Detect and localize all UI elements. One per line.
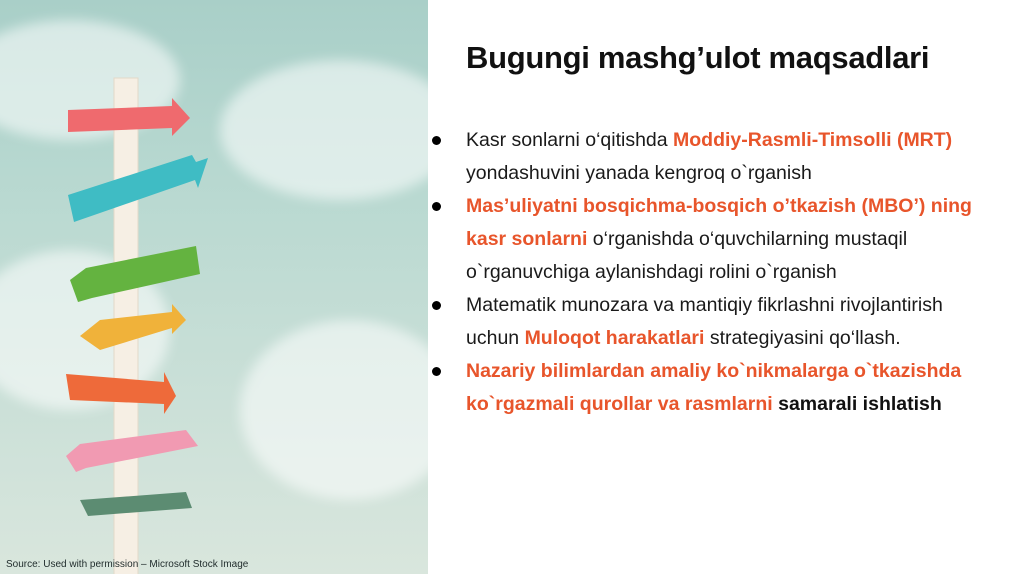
bullet-text: Nazariy bilimlardan amaliy ko`nikmalarga o`tkazishda ko`rgazmali qurollar va rasmlarni (466, 360, 962, 415)
image-source-caption: Source: Used with permission – Microsoft Stock Image (6, 559, 249, 570)
bullet-dot-icon (432, 301, 441, 310)
signpost-arrows-icon (0, 0, 428, 574)
bullet-text: o‘rganishda o‘quvchilarning mustaqil o`rganuvchiga aylanishdagi rolini o`rganish (466, 228, 908, 283)
bullet-text: Mas’uliyatni bosqichma-bosqich o’tkazish (MBO’) ning kasr sonlarni (466, 195, 972, 250)
bullet-text: Matematik munozara va mantiqiy fikrlashni rivojlantirish uchun (466, 294, 943, 349)
signpost-image (0, 0, 428, 574)
bullet-item (432, 289, 966, 355)
bullet-dot-icon (432, 367, 441, 376)
bullet-list (432, 124, 1024, 421)
bullet-text: strategiyasini qo‘llash. (704, 327, 901, 349)
bullet-text: samarali ishlatish (772, 393, 942, 415)
bullet-text: Moddiy-Rasmli-Timsolli (MRT) (673, 129, 953, 151)
bullet-dot-icon (432, 136, 441, 145)
bullet-item (432, 355, 966, 421)
bullet-item (432, 124, 956, 190)
bullet-text: Muloqot harakatlari (524, 327, 705, 349)
bullet-text: yondashuvini yanada kengroq o`rganish (466, 162, 812, 184)
slide-title: Bugungi mashg’ulot maqsadlari (466, 40, 930, 75)
bullet-item (432, 190, 1006, 289)
bullet-text: Kasr sonlarni o‘qitishda (466, 129, 674, 151)
slide-content (432, 0, 1024, 574)
bullet-dot-icon (432, 202, 441, 211)
